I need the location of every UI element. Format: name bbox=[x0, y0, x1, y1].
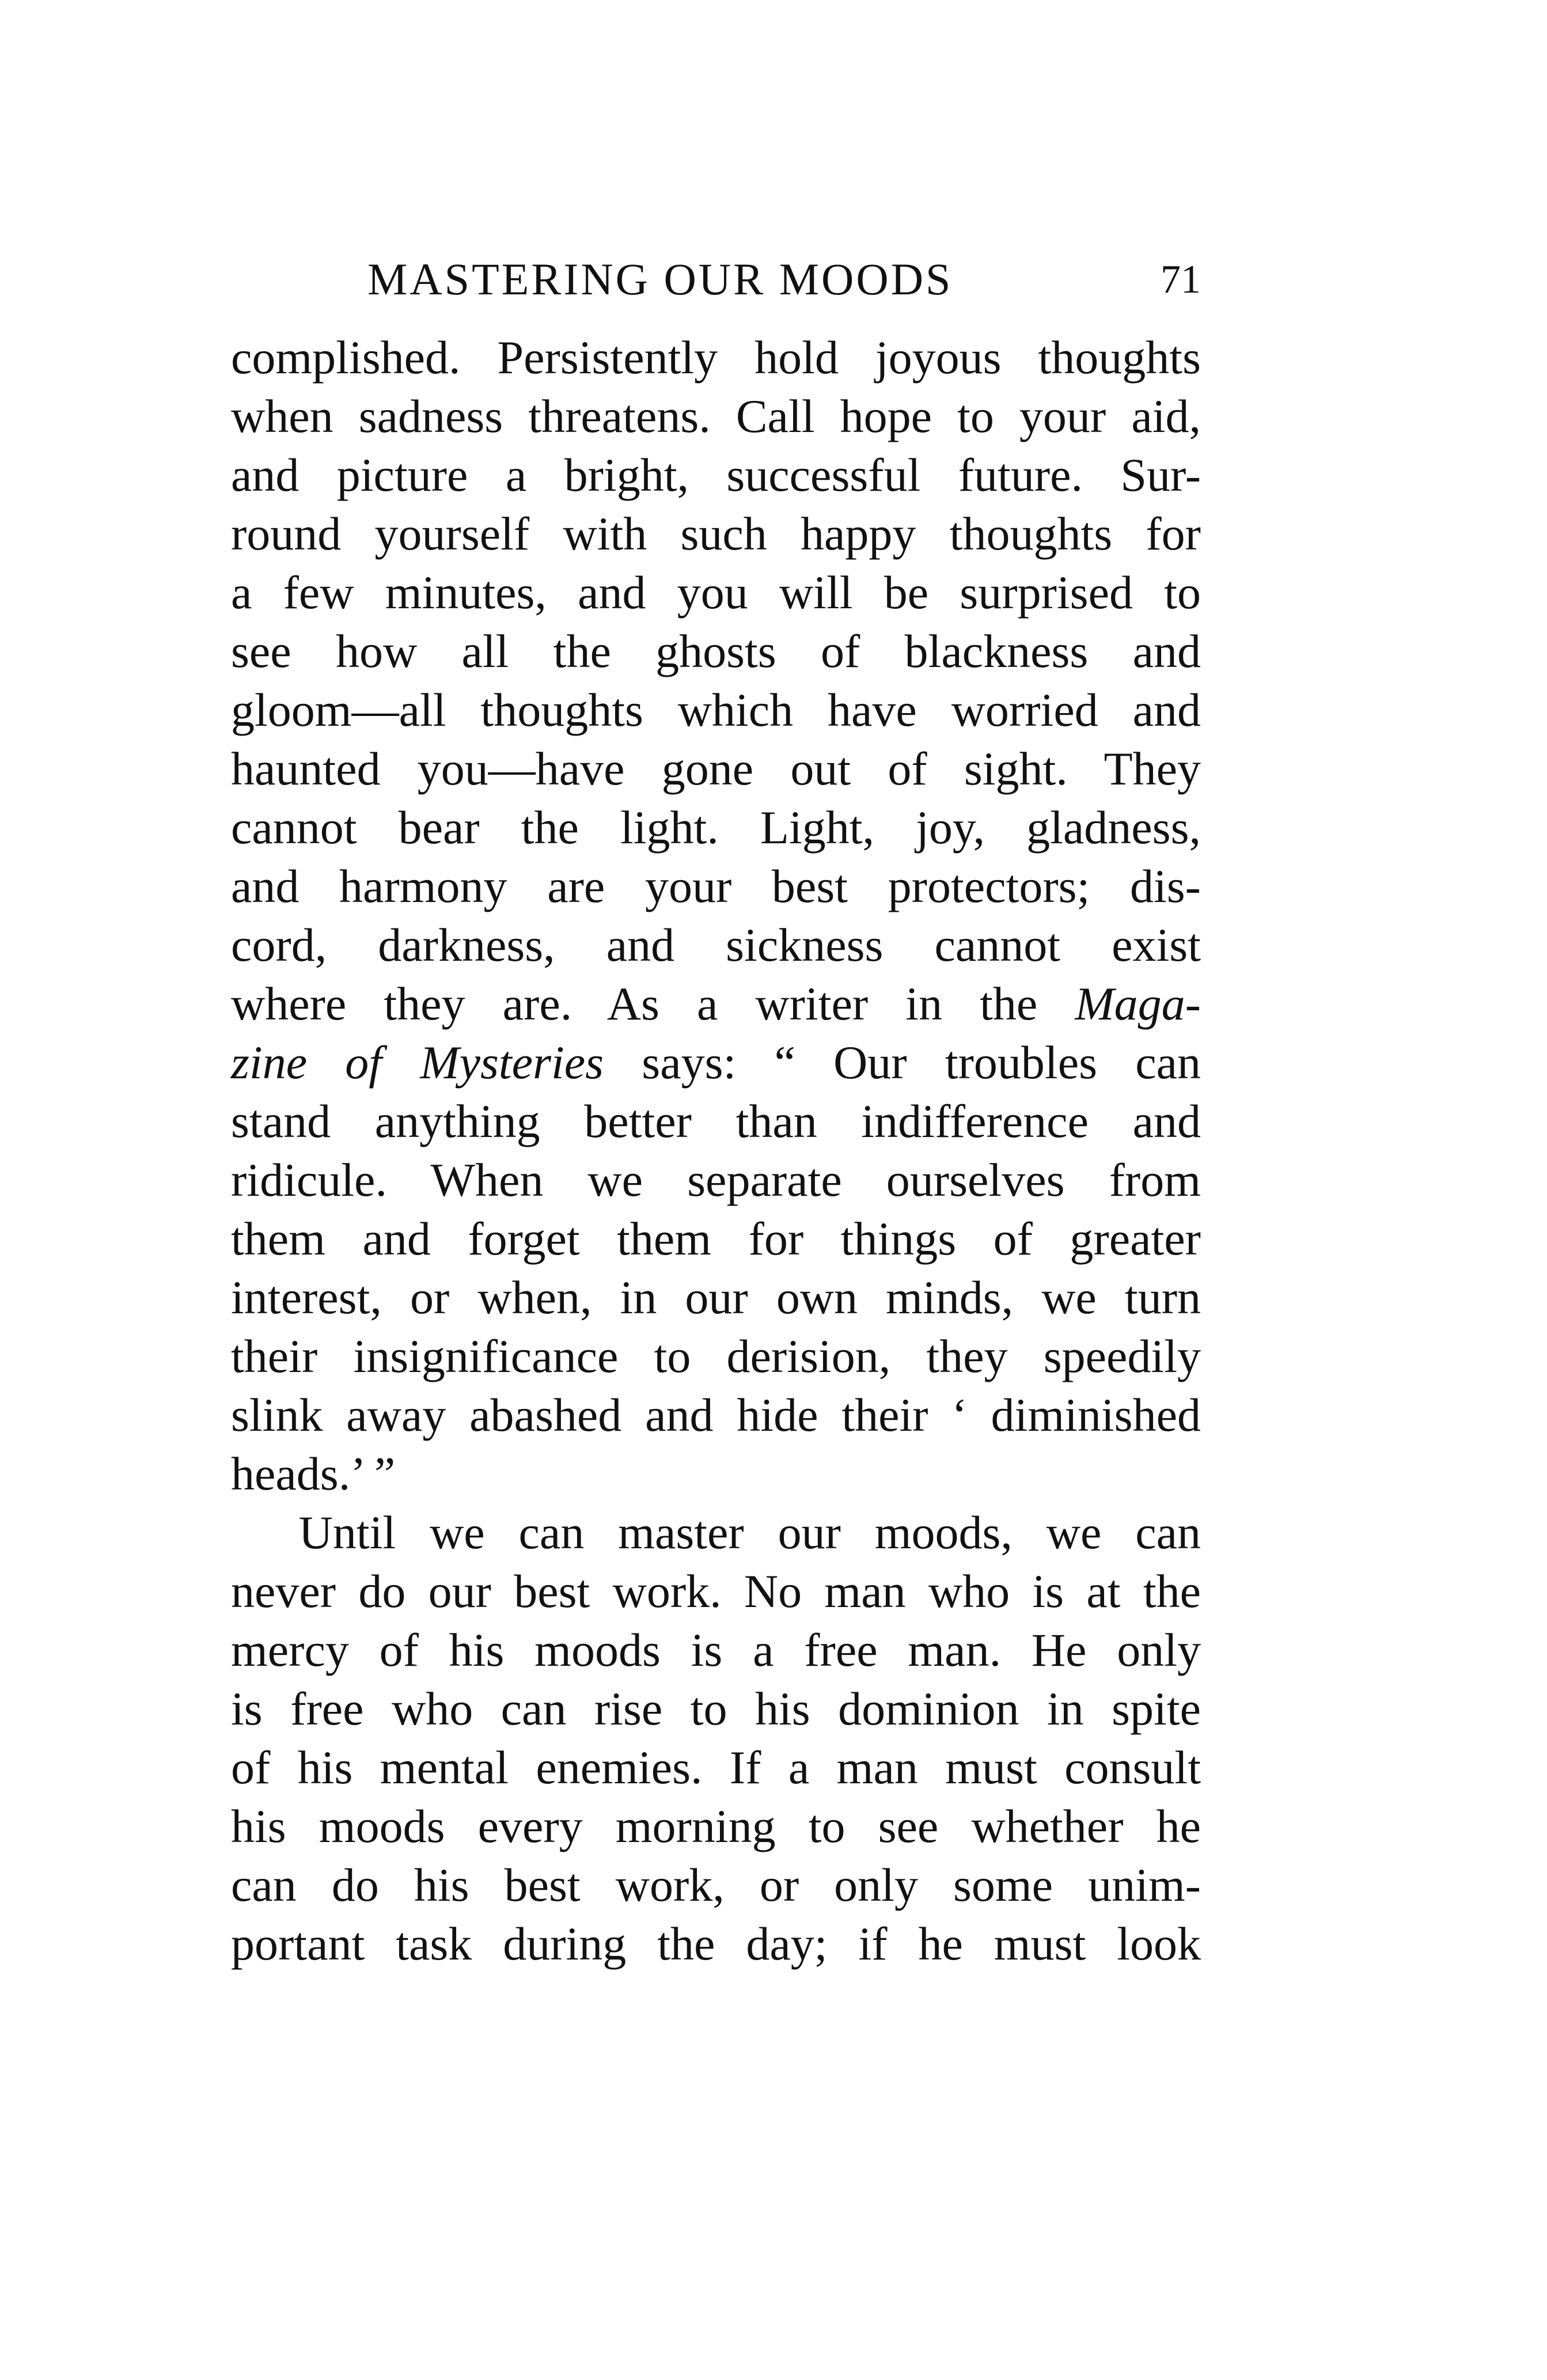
text-segment: never do our best work. No man who is at the bbox=[231, 1565, 1201, 1617]
text-line bbox=[231, 857, 1201, 916]
text-segment: gloom—all thoughts which have worried and bbox=[231, 684, 1201, 736]
text-line bbox=[231, 1386, 1201, 1445]
text-segment: of his mental enemies. If a man must consult bbox=[231, 1741, 1201, 1794]
text-line bbox=[231, 1738, 1201, 1797]
text-line bbox=[231, 975, 1201, 1033]
text-segment: ridicule. When we separate ourselves from bbox=[231, 1154, 1201, 1206]
text-line bbox=[231, 1856, 1201, 1915]
text-line bbox=[231, 563, 1201, 622]
text-line bbox=[231, 798, 1201, 857]
text-line bbox=[231, 446, 1201, 505]
text-line bbox=[231, 1797, 1201, 1856]
text-line bbox=[231, 916, 1201, 975]
text-segment: complished. Persistently hold joyous thoughts bbox=[231, 331, 1201, 384]
text-line bbox=[231, 387, 1201, 446]
text-segment: see how all the ghosts of blackness and bbox=[231, 625, 1201, 677]
body-text bbox=[231, 328, 1201, 1973]
text-segment: can do his best work, or only some unim- bbox=[231, 1859, 1201, 1911]
text-line bbox=[231, 1445, 1201, 1503]
text-line bbox=[231, 1562, 1201, 1621]
text-segment: Until we can master our moods, we can bbox=[231, 1506, 1201, 1559]
text-segment: heads.’ ” bbox=[231, 1447, 396, 1500]
text-segment: cannot bear the light. Light, joy, gladness, bbox=[231, 801, 1201, 854]
text-segment: cord, darkness, and sickness cannot exist bbox=[231, 919, 1201, 971]
text-line bbox=[231, 1503, 1201, 1562]
text-line bbox=[231, 740, 1201, 798]
text-line bbox=[231, 622, 1201, 681]
text-line bbox=[231, 1621, 1201, 1680]
text-segment: haunted you—have gone out of sight. They bbox=[231, 742, 1201, 795]
text-segment: stand anything better than indifference and bbox=[231, 1095, 1201, 1147]
text-line bbox=[231, 1327, 1201, 1386]
text-segment: slink away abashed and hide their ‘ diminished bbox=[231, 1389, 1201, 1441]
text-segment: says: “ Our troubles can bbox=[604, 1036, 1201, 1089]
text-segment: is free who can rise to his dominion in spite bbox=[231, 1682, 1201, 1735]
text-line bbox=[231, 505, 1201, 563]
text-segment: where they are. As a writer in the bbox=[231, 977, 1075, 1030]
text-line bbox=[231, 1268, 1201, 1327]
text-segment: and harmony are your best protectors; dis- bbox=[231, 860, 1201, 912]
text-segment: a few minutes, and you will be surprised to bbox=[231, 566, 1201, 619]
italic-text: zine of Mysteries bbox=[231, 1036, 604, 1089]
text-segment: round yourself with such happy thoughts for bbox=[231, 507, 1201, 560]
text-segment: their insignificance to derision, they speedily bbox=[231, 1330, 1201, 1382]
text-segment: interest, or when, in our own minds, we turn bbox=[231, 1271, 1201, 1324]
text-segment: mercy of his moods is a free man. He only bbox=[231, 1624, 1201, 1676]
page-header bbox=[231, 253, 1201, 311]
text-segment: portant task during the day; if he must look bbox=[231, 1917, 1201, 1970]
text-line bbox=[231, 1092, 1201, 1151]
text-line bbox=[231, 1151, 1201, 1210]
text-segment: when sadness threatens. Call hope to your aid, bbox=[231, 390, 1201, 442]
text-line bbox=[231, 1033, 1201, 1092]
text-segment: and picture a bright, successful future. Sur- bbox=[231, 449, 1201, 501]
page-number: 71 bbox=[1161, 257, 1201, 302]
text-line bbox=[231, 328, 1201, 387]
text-line bbox=[231, 681, 1201, 740]
text-line bbox=[231, 1210, 1201, 1268]
text-line bbox=[231, 1915, 1201, 1973]
text-line bbox=[231, 1680, 1201, 1738]
text-segment: them and forget them for things of greater bbox=[231, 1212, 1201, 1265]
italic-text: Maga- bbox=[1075, 977, 1201, 1030]
text-segment: his moods every morning to see whether he bbox=[231, 1800, 1201, 1852]
running-title: MASTERING OUR MOODS bbox=[367, 254, 953, 304]
